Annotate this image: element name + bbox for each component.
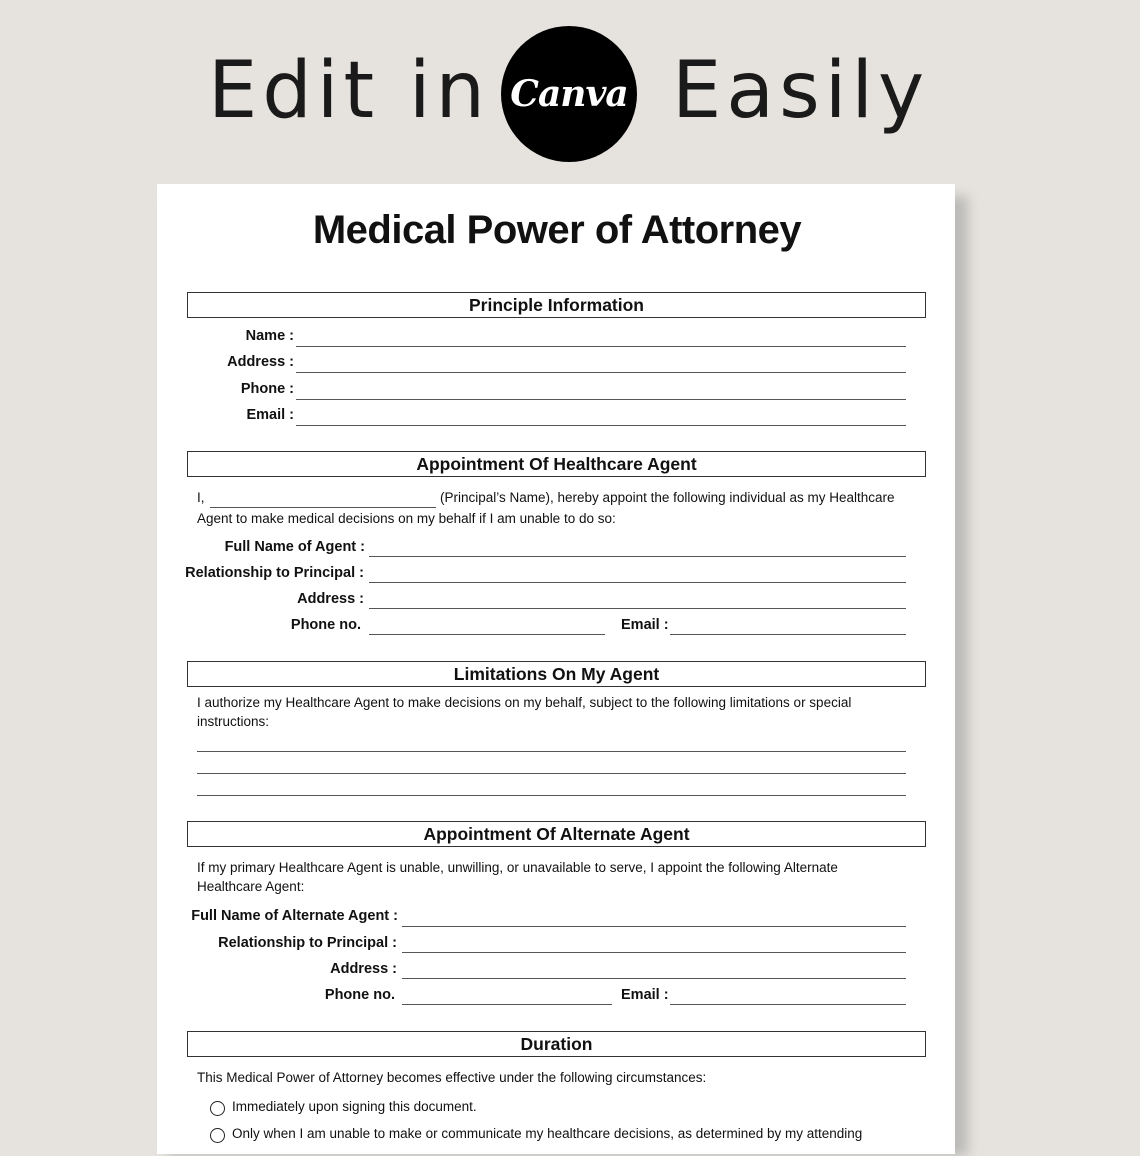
agent-address-label: Address :: [297, 591, 364, 607]
alternate-phone-field[interactable]: [402, 1004, 612, 1005]
limitations-line-3[interactable]: [197, 795, 906, 796]
principal-name-field[interactable]: [296, 346, 906, 347]
banner-right-text: Easily: [672, 46, 930, 136]
principal-phone-field[interactable]: [296, 399, 906, 400]
alternate-intro-line2: Healthcare Agent:: [197, 879, 305, 894]
limitations-line-1[interactable]: [197, 751, 906, 752]
agent-phone-label: Phone no.: [290, 617, 361, 633]
agent-full-name-field[interactable]: [369, 556, 906, 557]
banner-left-text: Edit in: [208, 46, 490, 136]
alternate-email-label: Email :: [621, 987, 669, 1003]
agent-full-name-label: Full Name of Agent :: [224, 539, 365, 555]
duration-intro: This Medical Power of Attorney becomes effective under the following circumstances:: [197, 1070, 707, 1085]
document-title: Medical Power of Attorney: [312, 208, 802, 252]
principal-email-label: Email :: [246, 407, 294, 423]
duration-option-1-radio[interactable]: [210, 1101, 225, 1116]
alternate-full-name-field[interactable]: [402, 926, 906, 927]
section-header-limitations: Limitations On My Agent: [187, 661, 926, 687]
alternate-relationship-field[interactable]: [402, 952, 906, 953]
principal-name-inline-field[interactable]: [210, 507, 436, 508]
agent-email-label: Email :: [621, 617, 669, 633]
principal-address-field[interactable]: [296, 372, 906, 373]
agent-phone-field[interactable]: [369, 634, 605, 635]
principal-name-label: Name :: [245, 328, 294, 344]
alternate-email-field[interactable]: [670, 1004, 906, 1005]
limitations-intro-line2: instructions:: [197, 714, 270, 729]
agent-email-field[interactable]: [670, 634, 906, 635]
principal-email-field[interactable]: [296, 425, 906, 426]
duration-option-2-radio[interactable]: [210, 1128, 225, 1143]
alternate-intro-line1: If my primary Healthcare Agent is unable, unwilling, or unavailable to serve, I appoint the following Alternate: [197, 860, 838, 875]
agent-intro-line1: (Principal’s Name), hereby appoint the following individual as my Healthcare: [440, 490, 895, 505]
intro-prefix: I,: [197, 490, 205, 505]
alternate-address-label: Address :: [330, 961, 397, 977]
alternate-address-field[interactable]: [402, 978, 906, 979]
canva-logo-badge: [501, 26, 637, 162]
section-header-alternate-agent: Appointment Of Alternate Agent: [187, 821, 926, 847]
canva-logo-text: Canva: [510, 73, 628, 115]
agent-relationship-label: Relationship to Principal :: [185, 565, 364, 581]
limitations-line-2[interactable]: [197, 773, 906, 774]
duration-option-1-label: Immediately upon signing this document.: [232, 1099, 477, 1114]
section-header-healthcare-agent: Appointment Of Healthcare Agent: [187, 451, 926, 477]
alternate-full-name-label: Full Name of Alternate Agent :: [191, 908, 398, 924]
alternate-relationship-label: Relationship to Principal :: [218, 935, 397, 951]
promo-banner: [0, 0, 1140, 180]
duration-option-2-label: Only when I am unable to make or communicate my healthcare decisions, as determined by my attending: [232, 1126, 863, 1141]
limitations-intro-line1: I authorize my Healthcare Agent to make decisions on my behalf, subject to the following limitations or special: [197, 695, 852, 710]
section-header-duration: Duration: [187, 1031, 926, 1057]
principal-phone-label: Phone :: [240, 381, 294, 397]
principal-address-label: Address :: [227, 354, 294, 370]
agent-intro-line2: Agent to make medical decisions on my behalf if I am unable to do so:: [197, 511, 616, 526]
agent-address-field[interactable]: [369, 608, 906, 609]
alternate-phone-label: Phone no.: [324, 987, 395, 1003]
section-header-principle-information: Principle Information: [187, 292, 926, 318]
agent-relationship-field[interactable]: [369, 582, 906, 583]
